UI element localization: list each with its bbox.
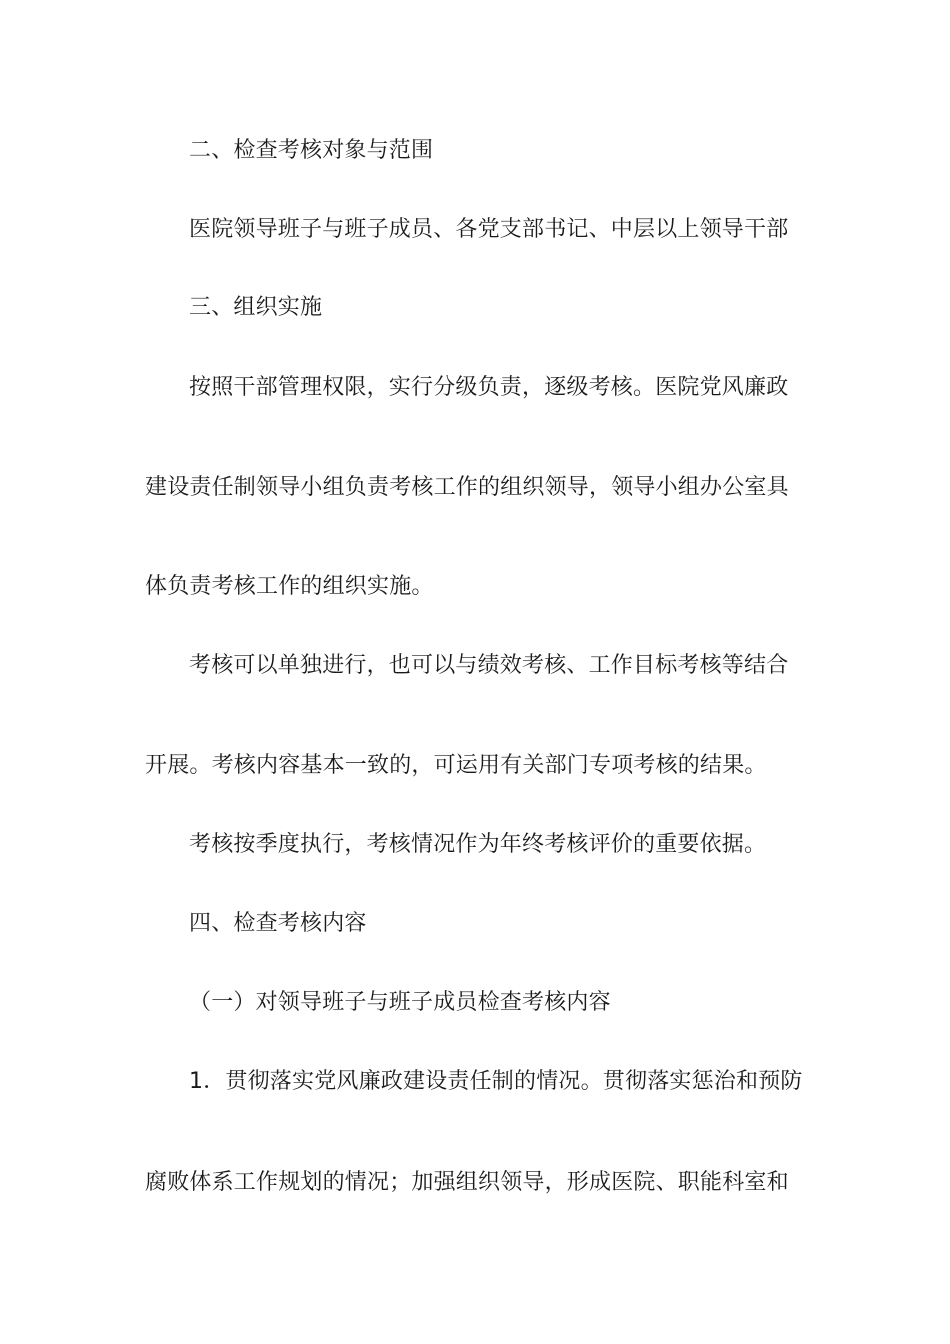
- heading-4-content: 四、检查考核内容: [189, 911, 367, 936]
- paragraph-line: 1．贯彻落实党风廉政建设责任制的情况。贯彻落实惩治和预防: [189, 1069, 803, 1094]
- paragraph-line: 开展。考核内容基本一致的，可运用有关部门专项考核的结果。: [145, 753, 767, 778]
- paragraph-line: 腐败体系工作规划的情况；加强组织领导，形成医院、职能科室和: [145, 1170, 789, 1195]
- paragraph-scope-text: 医院领导班子与班子成员、各党支部书记、中层以上领导干部: [189, 217, 789, 242]
- subheading-1: （一）对领导班子与班子成员检查考核内容: [189, 990, 611, 1015]
- paragraph-line: 体负责考核工作的组织实施。: [145, 574, 434, 599]
- paragraph-line: 考核可以单独进行，也可以与绩效考核、工作目标考核等结合: [189, 653, 789, 678]
- paragraph-line: 按照干部管理权限，实行分级负责，逐级考核。医院党风廉政: [189, 375, 789, 400]
- paragraph-line: 考核按季度执行，考核情况作为年终考核评价的重要依据。: [189, 832, 767, 857]
- heading-3-organization: 三、组织实施: [189, 295, 323, 320]
- heading-2-target-scope: 二、检查考核对象与范围: [189, 138, 434, 163]
- paragraph-line: 建设责任制领导小组负责考核工作的组织领导，领导小组办公室具: [145, 475, 789, 500]
